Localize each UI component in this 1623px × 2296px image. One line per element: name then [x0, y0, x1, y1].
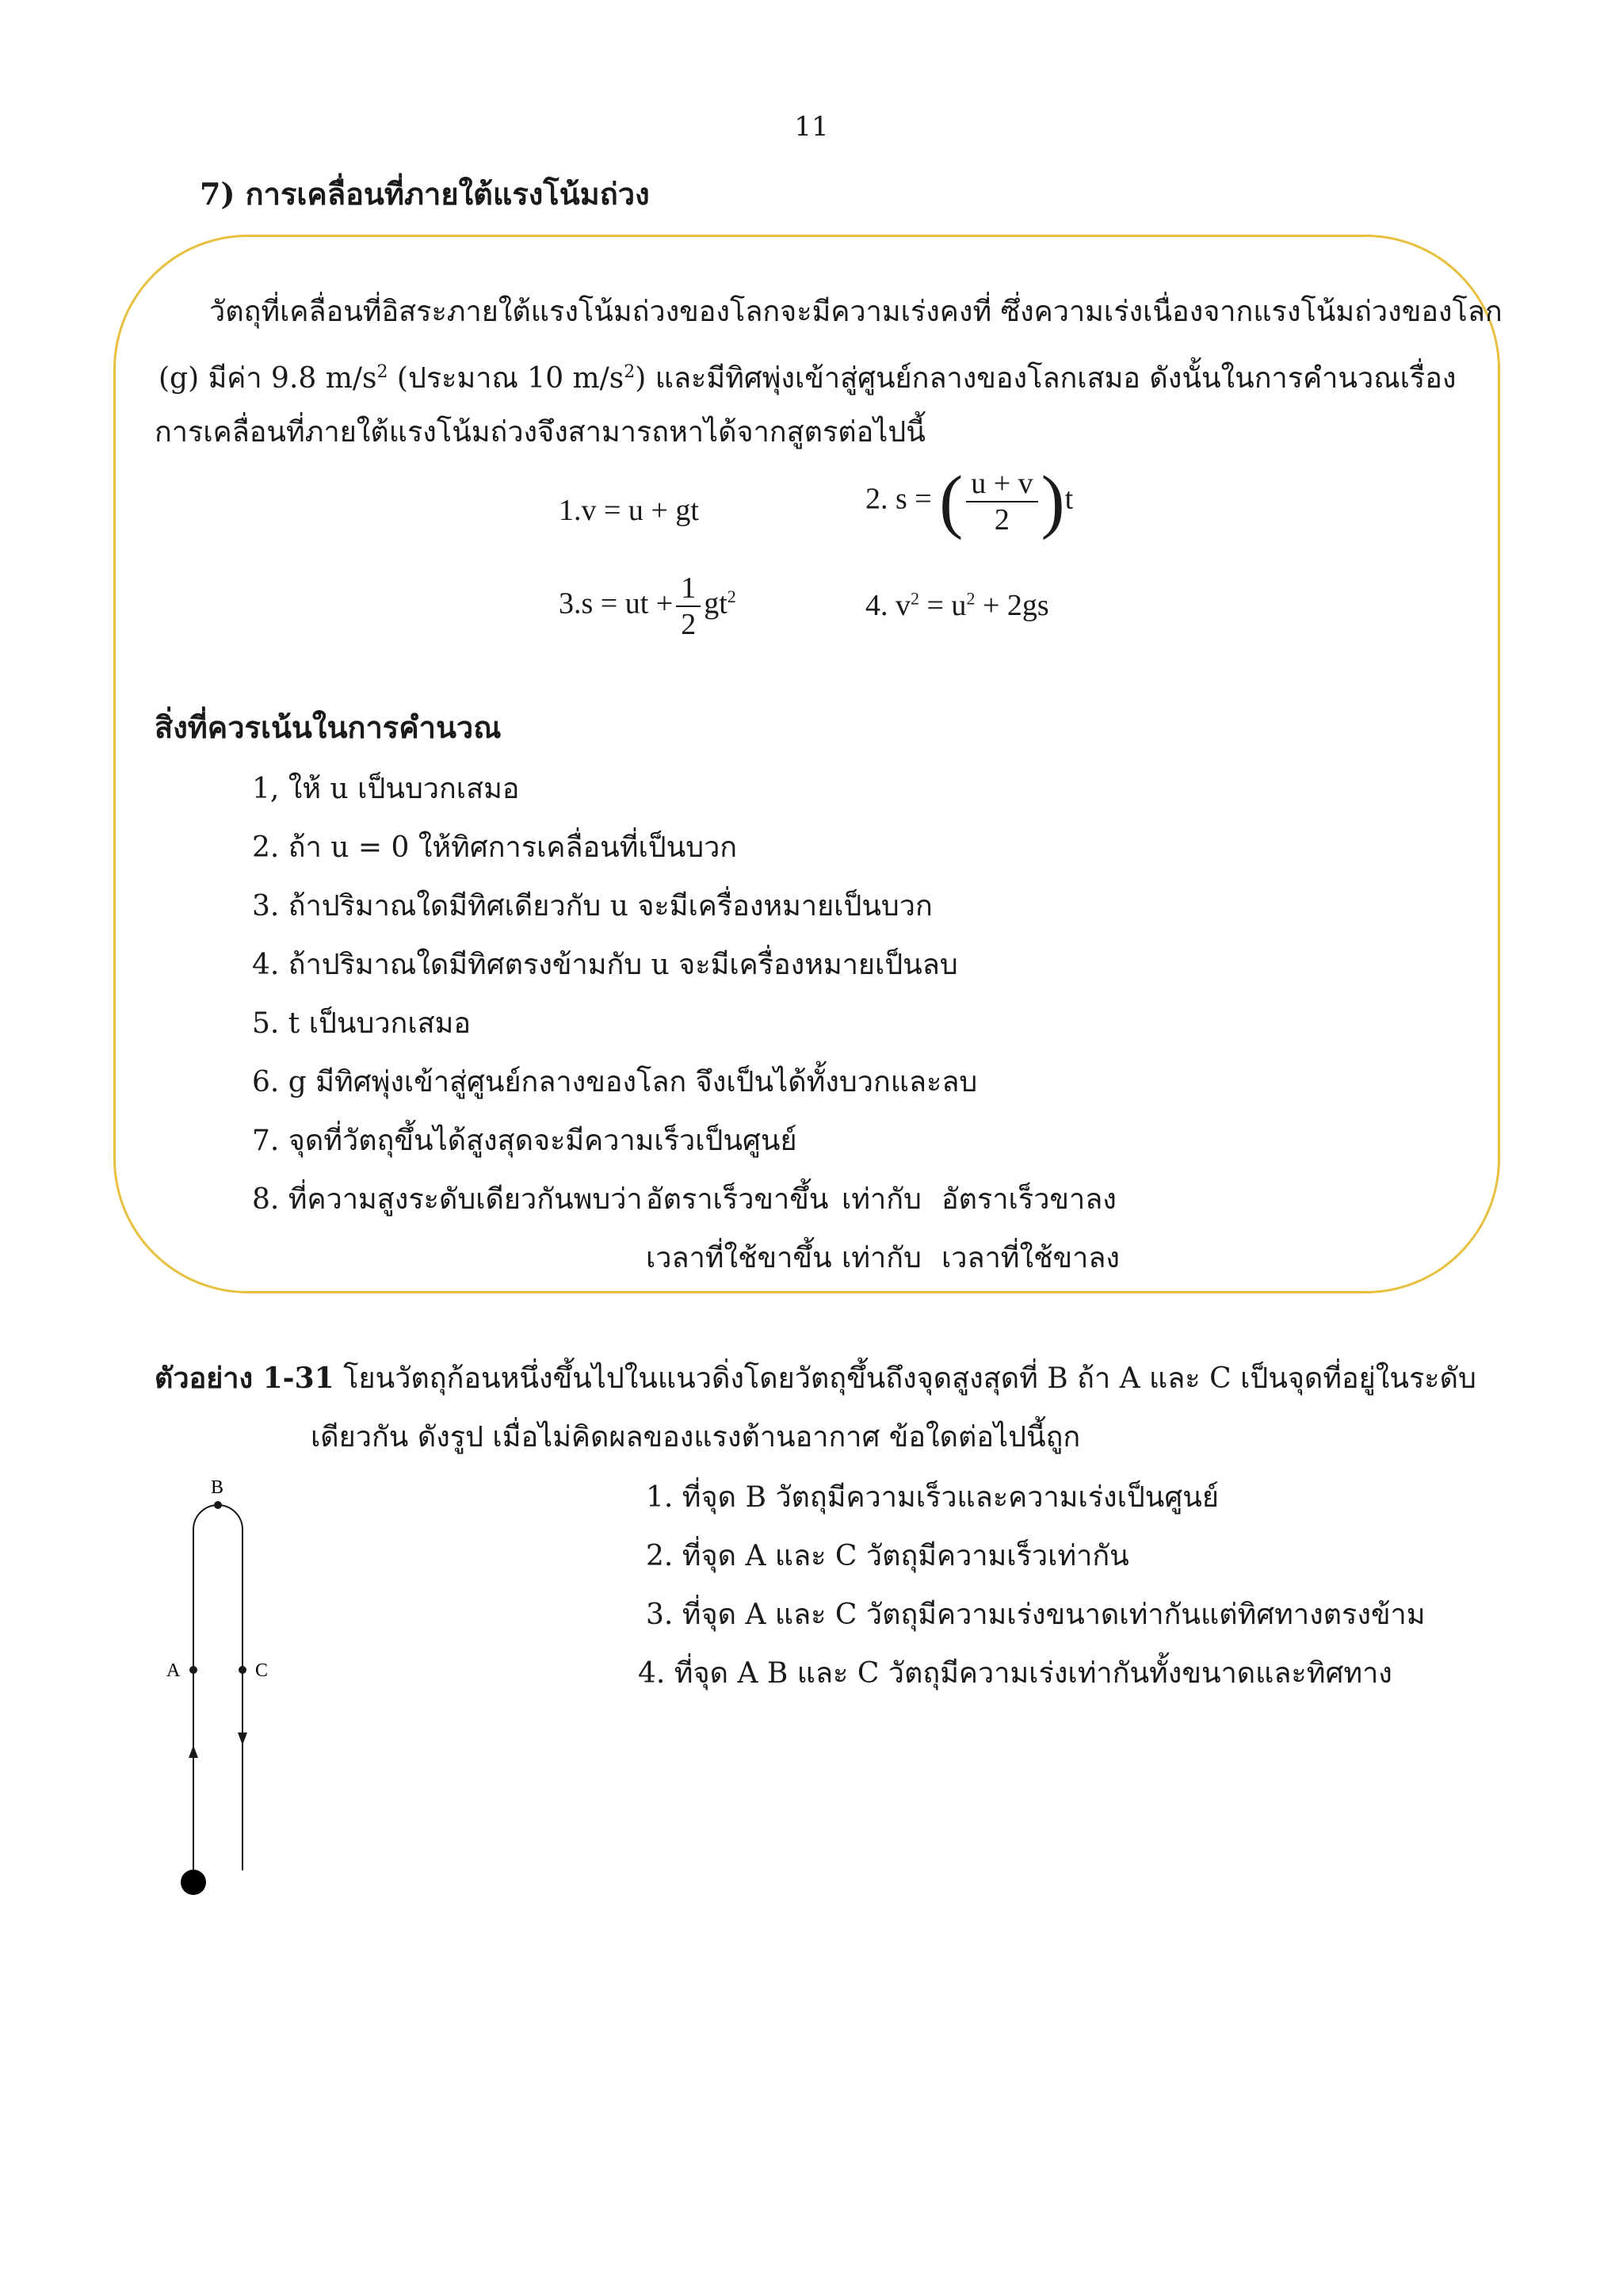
- example-question-line-1: ตัวอย่าง 1-31 โยนวัตถุก้อนหนึ่งขึ้นไปในแนวดิ่งโดยวัตถุขึ้นถึงจุดสูงสุดที่ B ถ้า A และ C เป็นจุดที่อยู่ในระดับ: [155, 1362, 1476, 1395]
- comparison-row2-mid: เท่ากับ: [842, 1242, 922, 1274]
- formula-2: 2. s = ( $\frac{u + v}{2}$ )t: [865, 462, 1074, 541]
- point-b-dot: [214, 1501, 222, 1509]
- formula-3: 3.s = ut + $\frac{1}{2}$ $gt^2$: [559, 571, 736, 641]
- choice-1: 1. ที่จุด B วัตถุมีความเร็วและความเร่งเป็นศูนย์: [646, 1481, 1219, 1514]
- tip-2: 2. ถ้า u = 0 ให้ทิศการเคลื่อนที่เป็นบวก: [252, 831, 738, 864]
- comparison-row2-left: เวลาที่ใช้ขาขึ้น: [646, 1242, 832, 1274]
- comparison-row1-mid: เท่ากับ: [842, 1183, 922, 1216]
- page-number: 11: [794, 111, 829, 143]
- vertical-throw-diagram: [151, 1466, 309, 1910]
- point-c-dot: [239, 1666, 246, 1674]
- down-arrow-icon: [238, 1733, 247, 1745]
- ball-icon: [181, 1870, 206, 1895]
- label-a: A: [166, 1660, 181, 1681]
- up-arrow-icon: [189, 1745, 198, 1758]
- comparison-row1-left: อัตราเร็วขาขึ้น: [646, 1183, 829, 1216]
- formula-4: 4. $v^2 = u^2 + 2gs$: [865, 588, 1049, 622]
- point-a-dot: [189, 1666, 197, 1674]
- label-b: B: [211, 1477, 224, 1498]
- comparison-row2-right: เวลาที่ใช้ขาลง: [941, 1242, 1120, 1274]
- comparison-row1-right: อัตราเร็วขาลง: [941, 1183, 1117, 1216]
- tip-4: 4. ถ้าปริมาณใดมีทิศตรงข้ามกับ u จะมีเครื่องหมายเป็นลบ: [252, 949, 958, 981]
- label-c: C: [255, 1660, 269, 1681]
- tip-8: 8. ที่ความสูงระดับเดียวกันพบว่า: [252, 1183, 643, 1216]
- intro-line-2: (g) มีค่า 9.8 $m/s^2$ (ประมาณ 10 $m/s^2$) และมีทิศพุ่งเข้าสู่ศูนย์กลางของโลกเสมอ ดังนั้นในการคำนวณเรื่อง: [158, 362, 1457, 395]
- formula-1: 1.v = u + gt: [559, 494, 699, 527]
- tip-1: 1, ให้ u เป็นบวกเสมอ: [252, 773, 520, 805]
- tip-6: 6. g มีทิศพุ่งเข้าสู่ศูนย์กลางของโลก จึงเป็นได้ทั้งบวกและลบ: [252, 1066, 978, 1098]
- example-question-line-2: เดียวกัน ดังรูป เมื่อไม่คิดผลของแรงต้านอากาศ ข้อใดต่อไปนี้ถูก: [311, 1421, 1081, 1454]
- choice-4: 4. ที่จุด A B และ C วัตถุมีความเร่งเท่ากันทั้งขนาดและทิศทาง: [638, 1657, 1392, 1690]
- tip-7: 7. จุดที่วัตถุขึ้นได้สูงสุดจะมีความเร็วเป็นศูนย์: [252, 1125, 797, 1157]
- choice-2: 2. ที่จุด A และ C วัตถุมีความเร็วเท่ากัน: [646, 1540, 1129, 1572]
- choice-3: 3. ที่จุด A และ C วัตถุมีความเร่งขนาดเท่ากันแต่ทิศทางตรงข้าม: [646, 1599, 1426, 1631]
- tip-3: 3. ถ้าปริมาณใดมีทิศเดียวกับ u จะมีเครื่องหมายเป็นบวก: [252, 890, 933, 923]
- tips-heading: สิ่งที่ควรเน้นในการคำนวณ: [155, 709, 502, 745]
- intro-line-1: วัตถุที่เคลื่อนที่อิสระภายใต้แรงโน้มถ่วงของโลกจะมีความเร่งคงที่ ซึ่งความเร่งเนื่องจากแรงโน้มถ่วงของโลก: [209, 296, 1503, 328]
- intro-line-3: การเคลื่อนที่ภายใต้แรงโน้มถ่วงจึงสามารถหาได้จากสูตรต่อไปนี้: [155, 416, 926, 449]
- example-label: ตัวอย่าง 1-31: [155, 1362, 334, 1395]
- tip-5: 5. t เป็นบวกเสมอ: [252, 1007, 471, 1040]
- section-title: 7) การเคลื่อนที่ภายใต้แรงโน้มถ่วง: [200, 176, 650, 212]
